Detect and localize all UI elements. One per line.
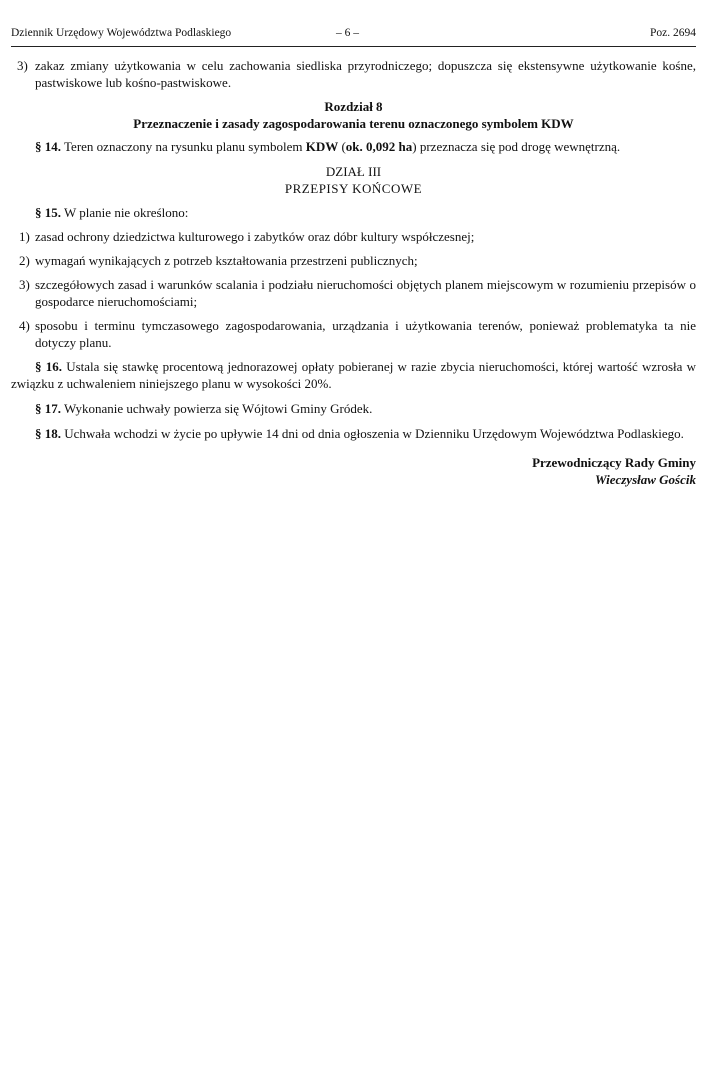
list-item-text: sposobu i terminu tymczasowego zagospodarowania, urządzania i użytkowania terenów, ponieważ problematyka ta nie dotyczy planu.: [35, 318, 696, 350]
division-3-subtitle: PRZEPISY KOŃCOWE: [284, 181, 423, 196]
page-number: – 6 –: [336, 27, 359, 39]
list-item-number: 2): [19, 253, 30, 268]
list-item-number: 1): [19, 229, 30, 244]
signature-block: [11, 454, 696, 488]
signatory-role: Przewodniczący Rady Gminy: [532, 455, 696, 470]
page-header: [11, 0, 696, 47]
paragraph-14-symbol: KDW: [305, 139, 339, 154]
paragraph-14-label: § 14.: [35, 139, 61, 154]
list-item-text: szczegółowych zasad i warunków scalania i podziału nieruchomości objętych planem miejscowym w rozumieniu przepisów o gospodarce nieruchomościami;: [35, 277, 696, 309]
list-item-number: 3): [19, 277, 30, 292]
list-item: [11, 276, 696, 310]
list-item: [11, 252, 696, 269]
paragraph-16-text: Ustala się stawkę procentową jednorazowej opłaty pobieranej w razie zbycia nieruchomości, której wartość wzrosła w związku z uchwaleniem niniejszego planu w wysokości 20%.: [11, 359, 697, 391]
chapter-8-title: Rozdział 8: [324, 99, 383, 114]
paragraph-14: [11, 138, 696, 155]
paragraph-18-text: Uchwała wchodzi w życie po upływie 14 dni od dnia ogłoszenia w Dzienniku Urzędowym Województwa Podlaskiego.: [61, 426, 684, 441]
paragraph-14-text-c: ) przeznacza się pod drogę wewnętrzną.: [412, 139, 621, 154]
paragraph-17-text: Wykonanie uchwały powierza się Wójtowi Gminy Gródek.: [61, 401, 373, 416]
paragraph-14-text-a: Teren oznaczony na rysunku planu symbolem: [61, 139, 306, 154]
position-number: Poz. 2694: [650, 27, 696, 39]
paragraph-16-label: § 16.: [35, 359, 62, 374]
paragraph-17-label: § 17.: [35, 401, 61, 416]
list-item-text: zasad ochrony dziedzictwa kulturowego i zabytków oraz dóbr kultury współczesnej;: [35, 229, 475, 244]
paragraph-15-label: § 15.: [35, 205, 61, 220]
paragraph-15-text: W planie nie określono:: [61, 205, 189, 220]
list-item: [11, 228, 696, 245]
journal-title: Dziennik Urzędowy Województwa Podlaskiego: [11, 27, 232, 39]
paragraph-18: [11, 425, 696, 442]
list-item: [11, 57, 696, 91]
division-3-title: DZIAŁ III: [325, 164, 382, 179]
signatory-name: Wieczysław Gościk: [595, 472, 696, 487]
paragraph-15: [11, 204, 696, 221]
chapter-8-subtitle: Przeznaczenie i zasady zagospodarowania terenu oznaczonego symbolem KDW: [133, 116, 574, 131]
list-item-number: 3): [17, 58, 28, 73]
list-item-text: zakaz zmiany użytkowania w celu zachowania siedliska przyrodniczego; dopuszcza się ekstensywne użytkowanie kośne, pastwiskowe lub kośno-pastwiskowe.: [35, 58, 696, 90]
paragraph-16: [11, 358, 696, 392]
paragraph-14-text-b: (: [338, 139, 346, 154]
list-item-text: wymagań wynikających z potrzeb kształtowania przestrzeni publicznych;: [35, 253, 418, 268]
list-item: [11, 317, 696, 351]
document-page: [11, 0, 696, 488]
list-item-number: 4): [19, 318, 30, 333]
paragraph-17: [11, 400, 696, 417]
paragraph-14-area: ok. 0,092 ha: [345, 139, 413, 154]
paragraph-18-label: § 18.: [35, 426, 61, 441]
document-body: [11, 57, 696, 488]
